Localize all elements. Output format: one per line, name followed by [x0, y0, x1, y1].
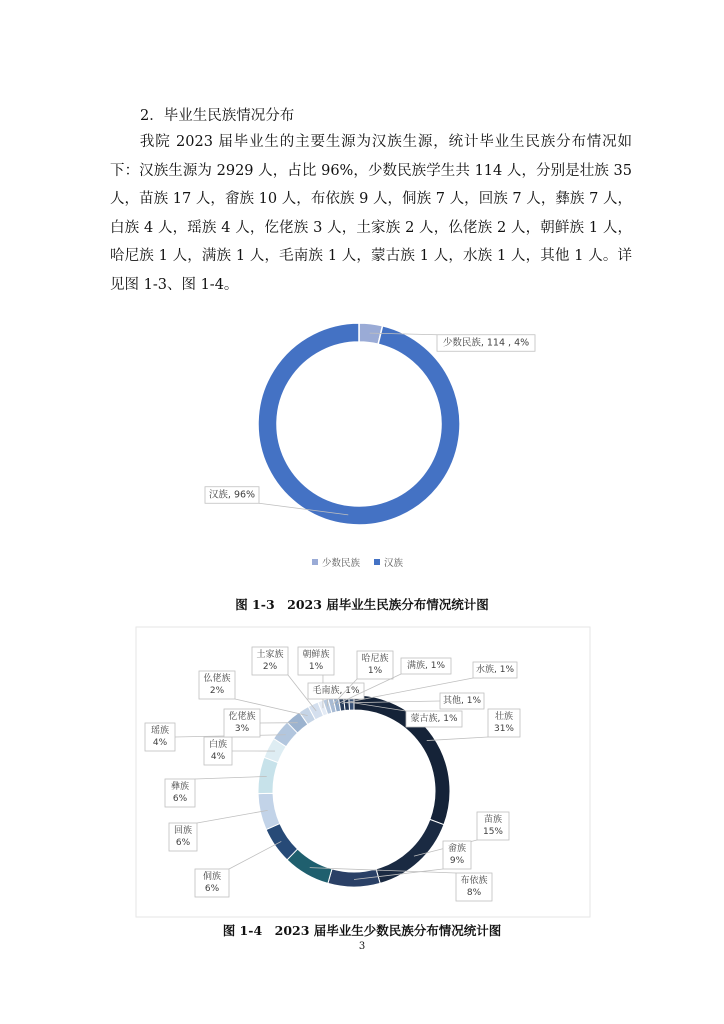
svg-text:回族: 回族	[173, 826, 193, 836]
svg-text:6%: 6%	[172, 794, 188, 804]
svg-text:哈尼族: 哈尼族	[361, 654, 389, 664]
svg-text:满族, 1%: 满族, 1%	[407, 661, 445, 671]
slice-e4be97e6978f	[266, 824, 297, 860]
svg-text:侗族: 侗族	[202, 872, 222, 882]
data-label	[169, 810, 268, 851]
svg-text:1%: 1%	[367, 666, 383, 676]
slice-e5bd9de6978f	[258, 757, 278, 793]
body-paragraph-text: 我院 2023 届毕业生的主要生源为汉族生源，统计毕业生民族分布情况如下：汉族生源为 2929 人，占比 96%，少数民族学生共 114 人，分别是壮族 35 人，苗族 17 人，畲族 10 人，布依族 9 人，侗族 7 人，回族 7 人，彝族 7 人，白族 4 人，瑶族 4 人，仡佬族 3 人，土家族 2 人，仫佬族 2 人，朝鲜族 1 人，哈尼族 1 人，满族 1 人，毛南族 1 人，蒙古族 1 人，水族 1 人，其他 1 人。详见图 1-3、图 1-4。	[110, 134, 632, 293]
svg-text:蒙古族, 1%: 蒙古族, 1%	[410, 714, 458, 724]
svg-text:畲族: 畲族	[447, 844, 467, 854]
data-label	[165, 776, 267, 807]
data-label	[195, 841, 281, 897]
svg-text:2%: 2%	[209, 686, 225, 696]
figure-caption-1-3: 图 1-3 2023 届毕业生民族分布情况统计图	[235, 597, 489, 612]
svg-text:土家族: 土家族	[256, 650, 284, 660]
svg-text:8%: 8%	[466, 888, 482, 898]
svg-text:15%: 15%	[482, 827, 504, 837]
slice-e5b883e4be9de6978f	[287, 849, 332, 883]
svg-text:1%: 1%	[308, 662, 324, 672]
svg-text:苗族: 苗族	[483, 815, 503, 825]
svg-text:瑶族: 瑶族	[150, 726, 170, 736]
svg-text:6%: 6%	[204, 884, 220, 894]
svg-text:少数民族, 114 , 4%: 少数民族, 114 , 4%	[442, 337, 530, 349]
legend-swatch	[374, 559, 380, 565]
section-heading: 2．毕业生民族情况分布	[140, 108, 295, 124]
figure-caption-1-4: 图 1-4 2023 届毕业生少数民族分布情况统计图	[222, 923, 502, 938]
svg-text:4%: 4%	[152, 738, 168, 748]
svg-text:水族, 1%: 水族, 1%	[476, 665, 514, 675]
page-number: 3	[358, 941, 366, 952]
chart-minority-distribution	[145, 647, 520, 901]
svg-text:2%: 2%	[262, 662, 278, 672]
svg-text:汉族, 96%: 汉族, 96%	[208, 489, 256, 501]
slice-e795b2e6978f	[328, 869, 380, 887]
svg-text:31%: 31%	[493, 724, 515, 734]
svg-text:壮族: 壮族	[494, 712, 514, 722]
chart-ethnic-distribution	[205, 323, 535, 569]
svg-text:仫佬族: 仫佬族	[203, 674, 231, 684]
svg-text:6%: 6%	[175, 838, 191, 848]
svg-text:毛南族, 1%: 毛南族, 1%	[312, 686, 360, 696]
svg-text:布依族: 布依族	[460, 876, 488, 886]
legend-swatch	[312, 559, 318, 565]
svg-text:其他, 1%: 其他, 1%	[443, 696, 481, 706]
svg-text:朝鲜族: 朝鲜族	[302, 650, 330, 660]
legend-entry: 少数民族	[322, 558, 361, 569]
slice-e6b189e6978f	[258, 323, 460, 525]
chart-legend	[312, 557, 404, 569]
legend-entry: 汉族	[384, 558, 404, 569]
svg-text:仡佬族: 仡佬族	[228, 712, 256, 722]
svg-text:彝族: 彝族	[170, 782, 190, 792]
svg-text:白族: 白族	[208, 740, 228, 750]
svg-text:4%: 4%	[210, 752, 226, 762]
svg-text:9%: 9%	[449, 856, 465, 866]
svg-text:3%: 3%	[234, 724, 250, 734]
